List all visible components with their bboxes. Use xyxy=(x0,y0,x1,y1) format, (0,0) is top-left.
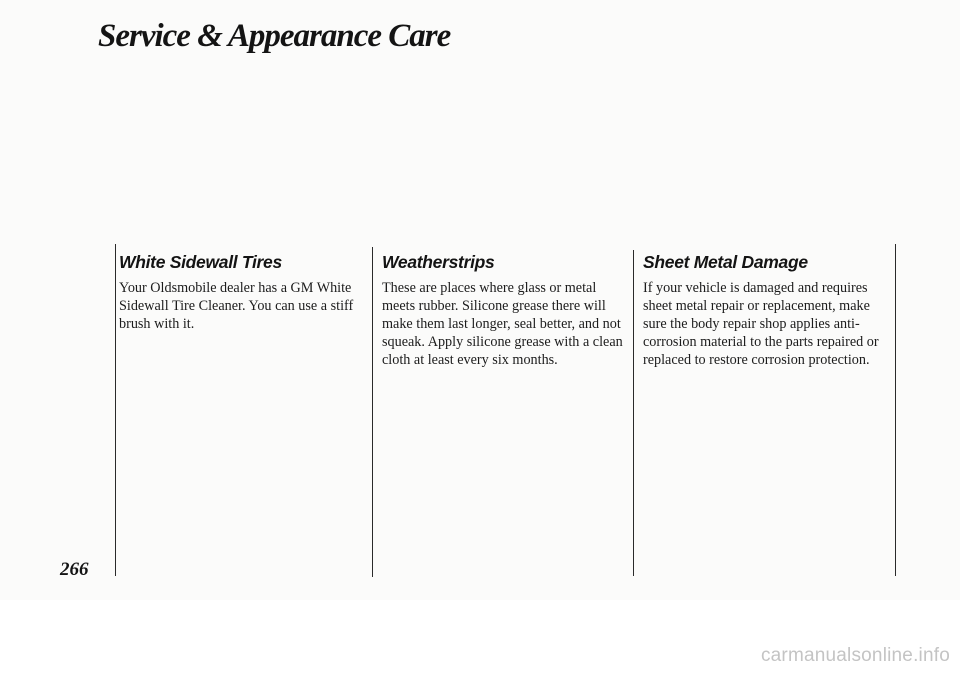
section-white-sidewall-tires xyxy=(119,252,355,333)
section-weatherstrips xyxy=(382,252,624,369)
column-divider-2 xyxy=(633,250,634,576)
watermark: carmanualsonline.info xyxy=(760,645,950,666)
left-margin-rule xyxy=(115,244,116,576)
section-heading: Sheet Metal Damage xyxy=(643,252,808,272)
section-body: These are places where glass or metal meets rubber. Silicone grease there will make them last longer, seal better, and not squeak. Apply silicone grease with a clean cloth at least every six months. xyxy=(382,280,623,368)
section-sheet-metal-damage xyxy=(643,252,885,369)
page-number: 266 xyxy=(60,559,89,580)
column-divider-1 xyxy=(372,247,373,577)
section-body: If your vehicle is damaged and requires sheet metal repair or replacement, make sure the body repair shop applies anti-corrosion material to the parts repaired or replaced to restore corrosion protection. xyxy=(643,280,879,368)
section-body: Your Oldsmobile dealer has a GM White Sidewall Tire Cleaner. You can use a stiff brush with it. xyxy=(119,280,354,332)
right-margin-rule xyxy=(895,244,896,576)
section-heading: Weatherstrips xyxy=(382,252,495,272)
section-title: Service & Appearance Care xyxy=(98,18,451,54)
section-heading: White Sidewall Tires xyxy=(119,252,282,272)
